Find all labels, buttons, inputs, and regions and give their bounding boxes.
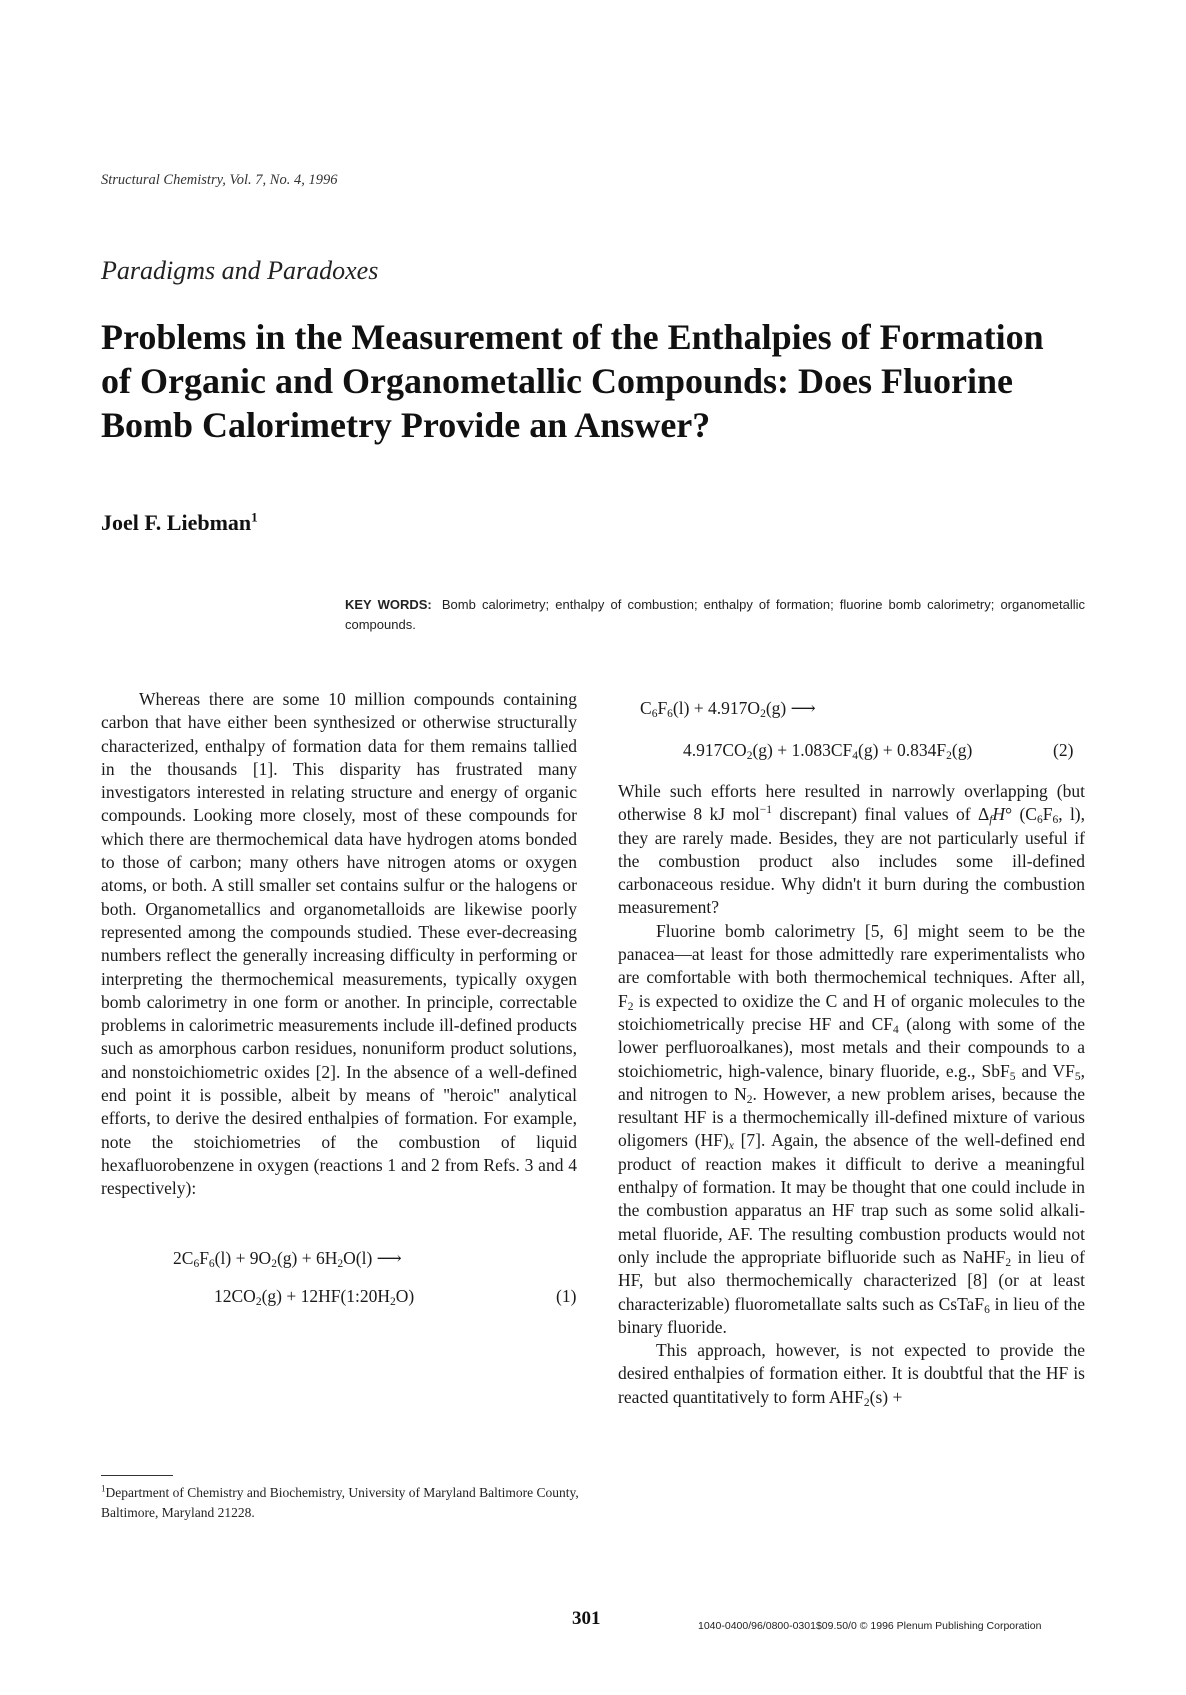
footnote-text: Department of Chemistry and Biochemistry, University of Maryland Baltimore County, Baltimore, Maryland 21228. [101, 1485, 579, 1520]
equation-2-line-1: $C_6F_6(l) + 4.917O_2(g)$ ⟶ [640, 698, 814, 720]
author [101, 510, 258, 536]
paragraph-1: Whereas there are some 10 million compounds containing carbon that have either been synthesized or otherwise structurally characterized, enthalpy of formation data for them remains tallied in the thousands [1]. This disparity has frustrated many investigators interested in relating structure and energy of organic compounds. Looking more closely, most of these compounds for which there are thermochemical data have hydrogen atoms bonded to those of carbon; many others have nitrogen atoms or oxygen atoms, or both. A still smaller set contains sulfur or the halogens or both. Organometallics and organometalloids are likewise poorly represented among the compounds studied. These ever-decreasing numbers reflect the generally increasing difficulty in performing or interpreting the thermochemical measurements, typically oxygen bomb calorimetry in one form or another. In principle, correctable problems in calorimetric measurements include ill-defined products such as amorphous carbon residues, nonuniform product solutions, and nonstoichiometric oxides [2]. In the absence of a well-defined end point it is possible, albeit by means of ''heroic'' analytical efforts, to derive the desired enthalpies of formation. For example, note the stoichiometries of the combustion of liquid hexafluorobenzene in oxygen (reactions 1 and 2 from Refs. 3 and 4 respectively): [101, 689, 577, 1199]
paragraph-2-continuation: While such efforts here resulted in narrowly overlapping (but otherwise 8 kJ mol$^{-1}$ discrepant) final values of $\Delta_fH^\circ$ ($C_6F_6$, l), they are rarely made. Besides, they are not particularly useful if the combustion product also includes some ill-defined carbonaceous residue. Why didn't it burn during the combustion measurement? [618, 781, 1086, 918]
keywords-label: KEY WORDS: [345, 597, 432, 612]
equation-1-line-1: $2C_6F_6(l) + 9O_2(g) + 6H_2O(l)$ ⟶ [173, 1248, 400, 1270]
title-line-2: of Organic and Organometallic Compounds: Does Fluorine [101, 361, 1014, 401]
author-name: Joel F. Liebman [101, 510, 252, 535]
p3-seg-4: and VF [1021, 1060, 1075, 1081]
p3-seg-9: in lieu of the binary fluoride. [618, 1293, 1086, 1337]
p3-seg-7: [7]. Again, the absence of the well-defined end product of reaction makes it difficult to derive a meaningful enthalpy of formation. It may be thought that one could include in the combustion apparatus an HF trap such as some solid alkali-metal fluoride, AF. The resulting combustion products would not only include the appropriate bifluoride such as NaHF [618, 1130, 1085, 1267]
footnote [101, 1483, 581, 1523]
section-heading: Paradigms and Paradoxes [101, 256, 379, 285]
title-line-1: Problems in the Measurement of the Enthalpies of Formation [101, 317, 1044, 357]
copyright-line: 1040-0400/96/0800-0301$09.50/0 © 1996 Plenum Publishing Corporation [698, 1620, 1042, 1632]
page-number: 301 [572, 1608, 601, 1629]
footnote-divider [101, 1475, 173, 1476]
title-line-3: Bomb Calorimetry Provide an Answer? [101, 405, 711, 445]
author-affiliation-mark: 1 [251, 509, 258, 525]
p3-seg-6: . However, a new problem arises, because the resultant HF is a thermochemically ill-defined mixture of various oligomers (HF) [618, 1083, 1085, 1151]
keywords [345, 595, 1085, 635]
equation-2-number: (2) [1053, 740, 1074, 760]
journal-citation: Structural Chemistry, Vol. 7, No. 4, 1996 [101, 172, 338, 188]
keywords-text: Bomb calorimetry; enthalpy of combustion; enthalpy of formation; fluorine bomb calorimetry; organometallic compounds. [345, 597, 1085, 632]
p3-seg-3: (along with some of the lower perfluoroalkanes), most metals and their compounds to a stoichiometric, high-valence, binary fluoride, e.g., SbF [618, 1013, 1085, 1081]
p4-seg-1: This approach, however, is not expected to provide the desired enthalpies of formation either. It is doubtful that the HF is reacted quantitatively to form AHF [618, 1340, 1085, 1407]
article-title [101, 315, 1101, 447]
p3-seg-2: is expected to oxidize the C and H of organic molecules to the stoichiometrically precise HF and CF [618, 990, 1085, 1034]
equation-1-number: (1) [556, 1286, 577, 1306]
equation-2-line-2: $4.917CO_2(g) + 1.083CF_4(g) + 0.834F_2(g)$ [683, 740, 973, 762]
body-left-column [101, 688, 577, 1201]
p3-seg-5: , and nitrogen to N [618, 1060, 1085, 1104]
paragraph-3: Fluorine bomb calorimetry [5, 6] might seem to be the panacea—at least for those admittedly rare experimentalists who are comfortable with both thermochemical techniques. After all, $F_2$ is expected to oxidize the C and H of organic molecules to the stoichiometrically precise HF and $CF_4$ (along with some of the lower perfluoroalkanes), most metals and their compounds to a stoichiometric, high-valence, binary fluoride, e.g., SbF$_5$ and $VF_5$, and nitrogen to $N_2$. However, a new problem arises, because the resultant HF is a thermochemically ill-defined mixture of various oligomers $(HF)_x$ [7]. Again, the absence of the well-defined end product of reaction makes it difficult to derive a meaningful enthalpy of formation. It may be thought that one could include in the combustion apparatus an HF trap such as some solid alkali-metal fluoride, AF. The resulting combustion products would not only include the appropriate bifluoride such as NaHF$_2$ in lieu of HF, but also thermochemically characterized [8] (or at least characterizable) fluorometallate salts such as CsTaF$_6$ in lieu of the binary fluoride. [618, 920, 1086, 1337]
paragraph-2-end-text: they are rarely made. Besides, they are not particularly useful if the combustion product also includes some ill-defined carbonaceous residue. Why didn't it burn during the combustion measurement? [618, 827, 1085, 918]
equation-1-line-2: $12CO_2(g)$ + $12HF(1:20H_2O)$ [214, 1286, 415, 1308]
paragraph-4: This approach, however, is not expected to provide the desired enthalpies of formation either. It is doubtful that the HF is reacted quantitatively to form $AHF_2(s)$ + [618, 1340, 1085, 1409]
p3-seg-8: in lieu of HF, but also thermochemically characterized [8] (or at least characterizable) fluorometallate salts such as CsTaF [618, 1246, 1085, 1314]
footnote-mark: 1 [101, 1483, 106, 1494]
body-right-column [618, 780, 1085, 1409]
p3-seg-1: Fluorine bomb calorimetry [5, 6] might seem to be the panacea—at least for those admittedly rare experimentalists who are comfortable with both thermochemical techniques. After all, F [618, 920, 1085, 1011]
